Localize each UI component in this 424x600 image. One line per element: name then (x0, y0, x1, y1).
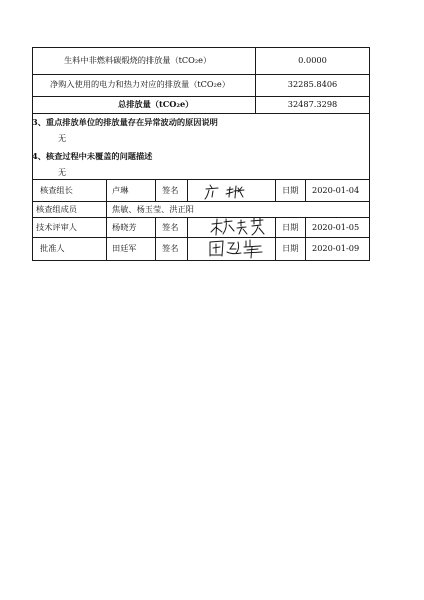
leader-handwritten-signature (198, 182, 262, 200)
section-4-heading: 4、核查过程中未覆盖的问题描述 (32, 151, 153, 161)
approver-name: 田廷军 (112, 243, 137, 253)
approver-date: 2020-01-09 (312, 243, 360, 253)
row-divider (32, 201, 369, 202)
emission-value-electricity-heat: 32285.8406 (287, 79, 338, 89)
row-divider (32, 74, 369, 75)
column-divider (106, 179, 107, 260)
approver-sign-label: 签名 (162, 243, 179, 253)
leader-name: 卢琳 (112, 185, 129, 195)
leader-role-label: 核查组长 (40, 185, 73, 195)
row-divider (32, 179, 369, 180)
reviewer-handwritten-signature (208, 217, 270, 237)
column-divider (187, 179, 188, 201)
reviewer-date-label: 日期 (282, 222, 299, 232)
leader-date: 2020-01-04 (312, 185, 360, 195)
members-role-label: 核查组成员 (36, 204, 77, 214)
emission-value-total: 32487.3298 (287, 99, 338, 109)
approver-role-label: 批准人 (40, 243, 65, 253)
row-divider (32, 96, 369, 97)
approver-date-label: 日期 (282, 243, 299, 253)
emission-label-total: 总排放量（tCO₂e） (118, 99, 194, 109)
reviewer-sign-label: 签名 (162, 222, 179, 232)
emission-label-electricity-heat: 净购入使用的电力和热力对应的排放量（tCO₂e） (50, 79, 230, 89)
column-divider (187, 217, 188, 260)
reviewer-role-label: 技术评审人 (36, 222, 77, 232)
emission-value-raw-meal: 0.0000 (298, 55, 327, 65)
section-4-content: 无 (58, 167, 67, 177)
leader-sign-label: 签名 (162, 185, 179, 195)
column-divider (305, 217, 306, 260)
members-names: 焦敏、杨玉莹、洪正阳 (112, 204, 194, 214)
column-divider (305, 179, 306, 201)
column-divider (155, 217, 156, 260)
column-divider (275, 217, 276, 260)
row-divider (32, 217, 369, 218)
approver-handwritten-signature (206, 238, 270, 259)
column-divider (275, 179, 276, 201)
reviewer-date: 2020-01-05 (312, 222, 360, 232)
row-divider (32, 113, 369, 114)
table-border (32, 260, 370, 261)
column-divider (155, 179, 156, 201)
leader-date-label: 日期 (282, 185, 299, 195)
reviewer-name: 杨晓芳 (112, 222, 137, 232)
section-3-heading: 3、重点排放单位的排放量存在异常波动的原因说明 (32, 117, 218, 127)
section-3-content: 无 (58, 133, 67, 143)
table-border (369, 47, 370, 260)
row-divider (32, 237, 369, 238)
table-border (32, 47, 369, 48)
emission-label-raw-meal: 生料中非燃料碳煅烧的排放量（tCO₂e） (64, 55, 212, 65)
